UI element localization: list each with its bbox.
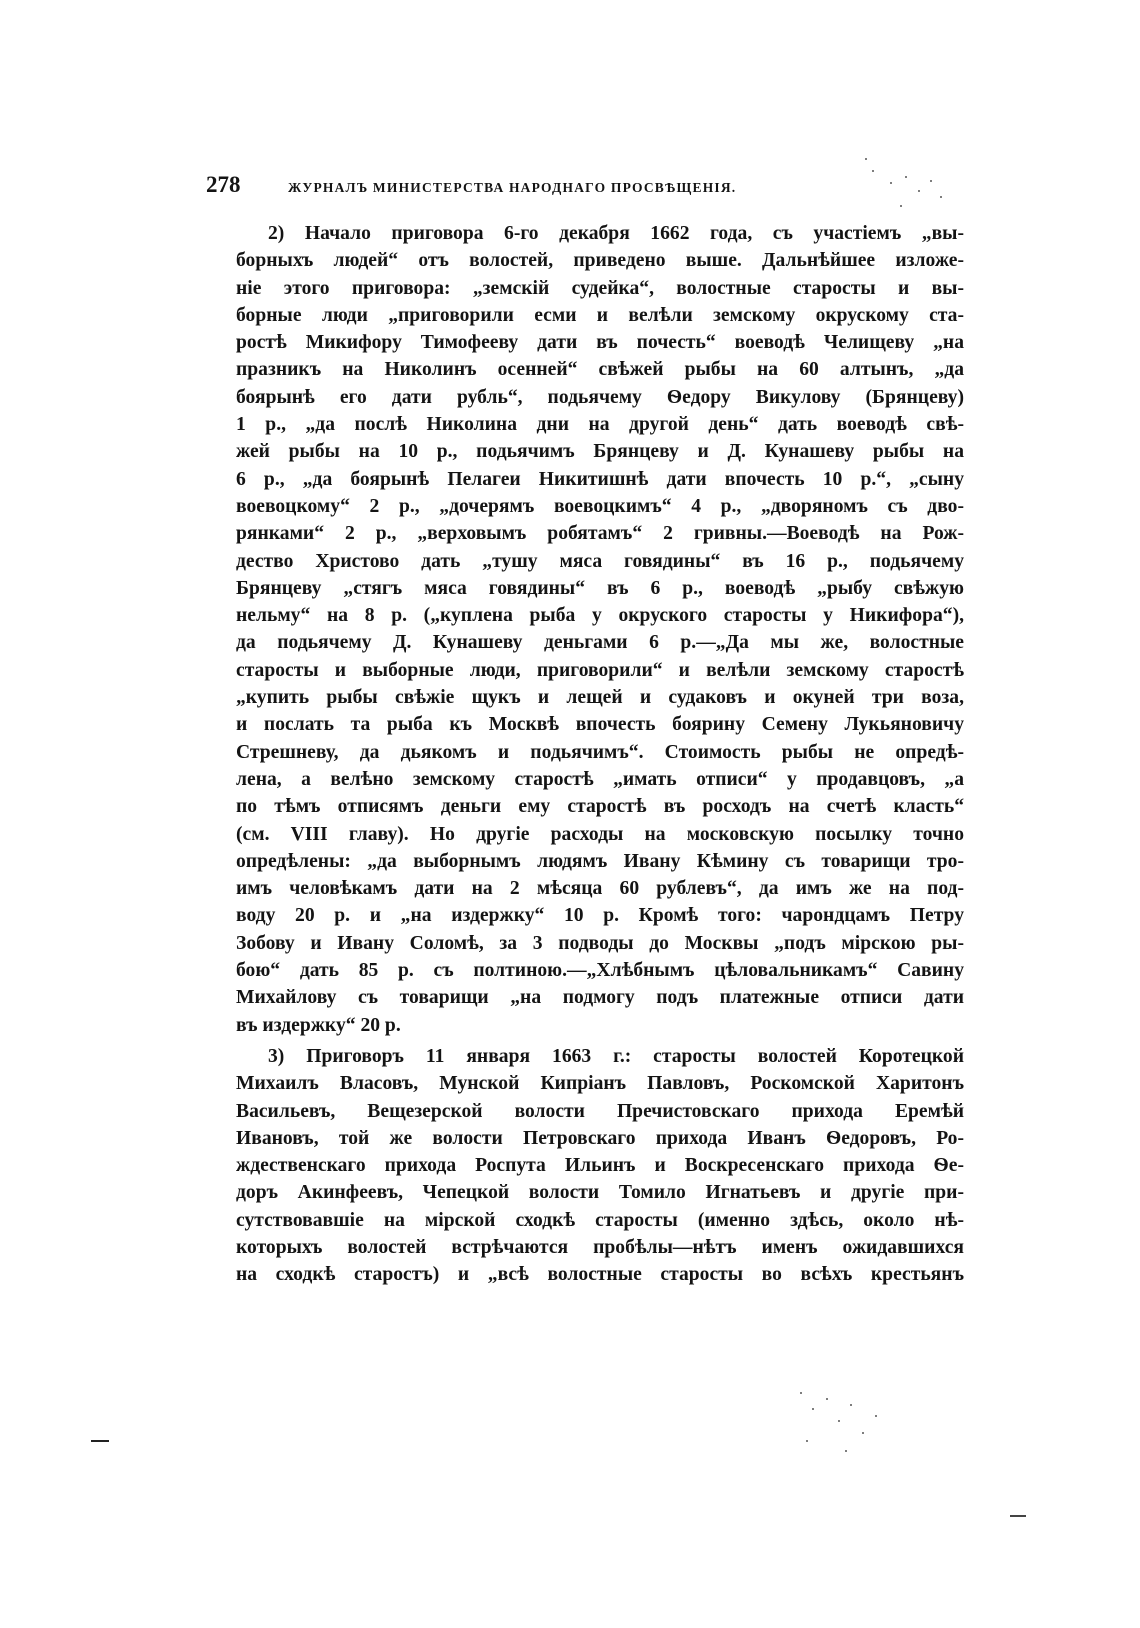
text-line: ніе этого приговора: „земскій судейка“, волостные старосты и вы-	[236, 277, 964, 299]
text-line: въ издержку“ 20 р.	[236, 1014, 401, 1036]
text-line: рянками“ 2 р., „верховымъ робятамъ“ 2 гривны.—Воеводѣ на Рож-	[236, 523, 964, 545]
page-number: 278	[206, 172, 241, 197]
text-line: жей рыбы на 10 р., подьячимъ Брянцеву и Д. Кунашеву рыбы на	[236, 441, 964, 463]
text-line: Брянцеву „стягъ мяса говядины“ въ 6 р., воеводѣ „рыбу свѣжую	[236, 577, 964, 599]
text-line: сутствовавшіе на мірской сходкѣ старосты (именно здѣсь, около нѣ-	[236, 1209, 964, 1231]
text-line: да подьячему Д. Кунашеву деньгами 6 р.—„Да мы же, волостные	[236, 632, 964, 654]
text-line: (см. VIII главу). Но другіе расходы на московскую посылку точно	[236, 823, 964, 845]
margin-mark	[91, 1440, 109, 1442]
text-line: лена, а велѣно земскому старостѣ „имать отписи“ у продавцовъ, „а	[236, 768, 964, 790]
text-line: воевоцкому“ 2 р., „дочерямъ воевоцкимъ“ 4 р., „дворяномъ съ дво-	[236, 495, 964, 517]
text-line: 6 р., „да боярынѣ Пелагеи Никитишнѣ дати впочесть 10 р.“, „сыну	[236, 468, 964, 490]
margin-mark	[1010, 1515, 1026, 1517]
scan-speck	[838, 1420, 840, 1422]
scan-speck	[800, 1392, 802, 1394]
text-line: Ивановъ, той же волости Петровскаго прихода Иванъ Ѳедоровъ, Ро-	[236, 1127, 964, 1149]
text-line: „купить рыбы свѣжіе щукъ и лещей и судаковъ и окуней три воза,	[236, 687, 964, 709]
scan-speck	[826, 1398, 828, 1400]
text-line: на сходкѣ старостъ) и „всѣ волостные старосты во всѣхъ крестьянъ	[236, 1264, 964, 1286]
body-text	[236, 220, 964, 1289]
text-line: имъ человѣкамъ дати на 2 мѣсяца 60 рублевъ“, да имъ же на под-	[236, 878, 964, 900]
text-line: старосты и выборные люди, приговорили“ и велѣли земскому старостѣ	[236, 659, 964, 681]
text-line: Михайлову съ товарищи „на подмогу подъ платежные отписи дати	[236, 987, 964, 1009]
scan-speck	[845, 1450, 847, 1452]
text-line: бою“ дать 85 р. съ полтиною.—„Хлѣбнымъ цѣловальникамъ“ Савину	[236, 960, 964, 982]
text-line: по тѣмъ отписямъ деньги ему старостѣ въ росходъ на счетѣ класть“	[236, 796, 964, 818]
text-line: нельму“ на 8 р. („куплена рыба у окруского старосты у Никифора“),	[236, 605, 964, 627]
text-line: Васильевъ, Вещезерской волости Пречистовскаго прихода Еремѣй	[236, 1100, 964, 1122]
text-line: борные люди „приговорили есми и велѣли земскому окрускому ста-	[236, 304, 964, 326]
running-head	[206, 172, 946, 198]
text-line: дество Христово дать „тушу мяса говядины“ въ 16 р., подьячему	[236, 550, 964, 572]
text-line: Михаилъ Власовъ, Мунской Кипріанъ Павловъ, Роскомской Харитонъ	[236, 1073, 964, 1095]
scan-speck	[875, 1415, 877, 1417]
scan-speck	[812, 1408, 814, 1410]
text-line: Зобову и Ивану Соломѣ, за 3 подводы до Москвы „подъ мірскою ры-	[236, 932, 964, 954]
scan-speck	[806, 1440, 808, 1442]
text-line: доръ Акинфеевъ, Чепецкой волости Томило Игнатьевъ и другіе при-	[236, 1182, 964, 1204]
text-line: и послать та рыба къ Москвѣ впочесть боярину Семену Лукьяновичу	[236, 714, 964, 736]
text-line: борныхъ людей“ отъ волостей, приведено выше. Дальнѣйшее изложе-	[236, 250, 964, 272]
text-line: ждественскаго прихода Роспута Ильинъ и Воскресенскаго прихода Ѳе-	[236, 1155, 964, 1177]
text-line: празникъ на Николинъ осенней“ свѣжей рыбы на 60 алтынъ, „да	[236, 359, 964, 381]
text-line: которыхъ волостей встрѣчаются пробѣлы—нѣтъ именъ ожидавшихся	[236, 1236, 964, 1258]
text-line: 2) Начало приговора 6-го декабря 1662 года, съ участіемъ „вы-	[268, 223, 964, 244]
scan-speck	[865, 158, 867, 160]
text-line: 3) Приговоръ 11 января 1663 г.: старосты волостей Коротецкой	[268, 1045, 964, 1067]
text-line: опредѣлены: „да выборнымъ людямъ Ивану Кѣмину съ товарищи тро-	[236, 850, 964, 872]
journal-title: ЖУРНАЛЪ МИНИСТЕРСТВА НАРОДНАГО ПРОСВѢЩЕНІЯ.	[288, 180, 737, 195]
scan-speck	[862, 1432, 864, 1434]
text-line: воду 20 р. и „на издержку“ 10 р. Кромѣ того: чарондцамъ Петру	[236, 905, 964, 927]
text-line: ростѣ Микифору Тимофееву дати въ почесть“ воеводѣ Челищеву „на	[236, 332, 964, 354]
scan-speck	[900, 205, 902, 207]
text-line: боярынѣ его дати рубль“, подьячему Ѳедору Викулову (Брянцеву)	[236, 386, 964, 408]
text-line: Стрешневу, да дьякомъ и подьячимъ“. Стоимость рыбы не опредѣ-	[236, 741, 964, 763]
scan-speck	[850, 1404, 852, 1406]
text-line: 1 р., „да послѣ Николина дни на другой день“ дать воеводѣ свѣ-	[236, 414, 964, 436]
